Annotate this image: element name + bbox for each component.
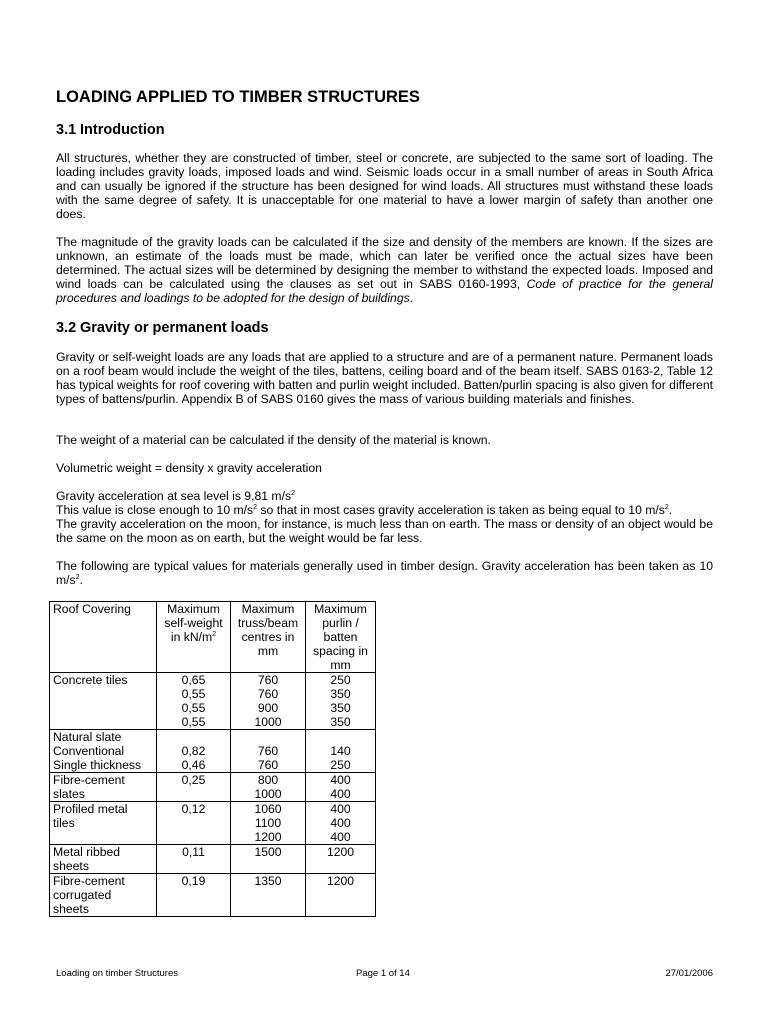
cell-self-weight: 0,25	[157, 773, 231, 802]
code-of-practice-title: Code of practice for the general procedures and loadings to be adopted for the design of buildings	[56, 277, 713, 305]
cell-truss-centres: 800 1000	[231, 773, 306, 802]
footer-page-number: Page 1 of 14	[356, 968, 410, 979]
text: Gravity acceleration at sea level is 9,81 m/s	[56, 489, 292, 503]
table-row	[50, 845, 376, 874]
cell-purlin-spacing: 140 250	[306, 730, 376, 773]
superscript: 2	[291, 489, 295, 497]
table-row	[50, 802, 376, 845]
cell-roof-covering: Natural slate Conventional Single thickness	[50, 730, 157, 773]
cell-truss-centres: 760 760 900 1000	[231, 673, 306, 730]
gravity-paragraph-1	[56, 350, 713, 406]
cell-self-weight: 0,11	[157, 845, 231, 874]
header-purlin-spacing: Maximum purlin / batten spacing in mm	[306, 602, 376, 673]
cell-roof-covering: Profiled metal tiles	[50, 802, 157, 845]
cell-purlin-spacing: 1200	[306, 845, 376, 874]
paragraph-text: The weight of a material can be calculated if the density of the material is known.	[56, 433, 491, 447]
section-title: Introduction	[80, 122, 165, 138]
section-heading-introduction	[56, 122, 165, 138]
header-truss-centres: Maximum truss/beam centres in mm	[231, 602, 306, 673]
typical-values-paragraph	[56, 559, 713, 587]
gravity-acceleration-paragraph	[56, 489, 713, 545]
cell-purlin-spacing: 250 350 350 350	[306, 673, 376, 730]
text: .	[79, 573, 83, 587]
section-title: Gravity or permanent loads	[80, 320, 269, 336]
superscript: 2	[212, 630, 217, 638]
text: so that in most cases gravity acceleration is taken as being equal to 10 m/s	[257, 503, 665, 517]
volumetric-weight-formula	[56, 461, 713, 475]
paragraph-text: All structures, whether they are constructed of timber, steel or concrete, are subjected to the same sort of loading. The loading includes gravity loads, imposed loads and wind. Seismic loads occur in a small number of areas in South Africa and can usually be ignored if the structure has been designed for wind loads. All structures must withstand these loads with the same degree of safety. It is unacceptable for one material to have a lower margin of safety than another one does.	[56, 151, 713, 221]
cell-purlin-spacing: 400 400 400	[306, 802, 376, 845]
table-row	[50, 874, 376, 917]
section-number: 3.1	[56, 122, 77, 138]
table-row	[50, 773, 376, 802]
footer-date: 27/01/2006	[665, 968, 713, 979]
cell-roof-covering: Concrete tiles	[50, 673, 157, 730]
section-number: 3.2	[56, 320, 77, 336]
table-row	[50, 730, 376, 773]
text: .	[668, 503, 673, 517]
text: Maximum self-weight in kN/m	[164, 602, 223, 644]
paragraph-main-text: The magnitude of the gravity loads can be calculated if the size and density of the members are known. If the sizes are unknown, an estimate of the loads must be made, which can later be verified once the actual sizes have been determined. The actual sizes will be determined by designing the member to withstand the expected loads. Imposed and wind loads can be calculated using the clauses as set out in SABS 0160-1993,	[56, 235, 713, 291]
roof-covering-table	[49, 601, 376, 917]
cell-self-weight: 0,82 0,46	[157, 730, 231, 773]
punctuation: .	[409, 291, 414, 305]
paragraph-text	[56, 559, 713, 587]
section-heading-gravity-loads	[56, 320, 269, 336]
cell-roof-covering: Fibre-cement slates	[50, 773, 157, 802]
text: This value is close enough to 10 m/s	[56, 503, 254, 517]
paragraph-line	[56, 503, 713, 517]
superscript: 2	[75, 573, 80, 581]
cell-truss-centres: 760 760	[231, 730, 306, 773]
cell-truss-centres: 1350	[231, 874, 306, 917]
footer-document-name: Loading on timber Structures	[56, 968, 178, 979]
cell-self-weight: 0,12	[157, 802, 231, 845]
paragraph-text	[56, 235, 713, 305]
cell-roof-covering: Metal ribbed sheets	[50, 845, 157, 874]
document-title: LOADING APPLIED TO TIMBER STRUCTURES	[56, 88, 420, 106]
table-row	[50, 673, 376, 730]
cell-roof-covering: Fibre-cement corrugated sheets	[50, 874, 157, 917]
cell-truss-centres: 1060 1100 1200	[231, 802, 306, 845]
paragraph-line	[56, 489, 713, 503]
cell-self-weight: 0,65 0,55 0,55 0,55	[157, 673, 231, 730]
paragraph-text: Gravity or self-weight loads are any loads that are applied to a structure and are of a permanent nature. Permanent loads on a roof beam would include the weight of the tiles, battens, ceiling board and of the beam itself. SABS 0163-2, Table 12 has typical weights for roof covering with batten and purlin weight included. Batten/purlin spacing is also given for different types of battens/purlin. Appendix B of SABS 0160 gives the mass of various building materials and finishes.	[56, 350, 713, 406]
cell-self-weight: 0,19	[157, 874, 231, 917]
formula-text: Volumetric weight = density x gravity acceleration	[56, 461, 322, 475]
superscript: 2	[253, 503, 258, 511]
cell-purlin-spacing: 400 400	[306, 773, 376, 802]
paragraph-text: The gravity acceleration on the moon, for instance, is much less than on earth. The mass or density of an object would be the same on the moon as on earth, but the weight would be far less.	[56, 517, 713, 545]
header-roof-covering: Roof Covering	[50, 602, 157, 673]
header-self-weight	[157, 602, 231, 673]
cell-truss-centres: 1500	[231, 845, 306, 874]
intro-paragraph-2	[56, 235, 713, 305]
table-header-row	[50, 602, 376, 673]
gravity-paragraph-2	[56, 433, 713, 447]
cell-purlin-spacing: 1200	[306, 874, 376, 917]
text: The following are typical values for materials generally used in timber design. Gravity acceleration has been taken as 10 m/s	[56, 559, 713, 587]
superscript: 2	[664, 503, 669, 511]
intro-paragraph-1	[56, 151, 713, 221]
